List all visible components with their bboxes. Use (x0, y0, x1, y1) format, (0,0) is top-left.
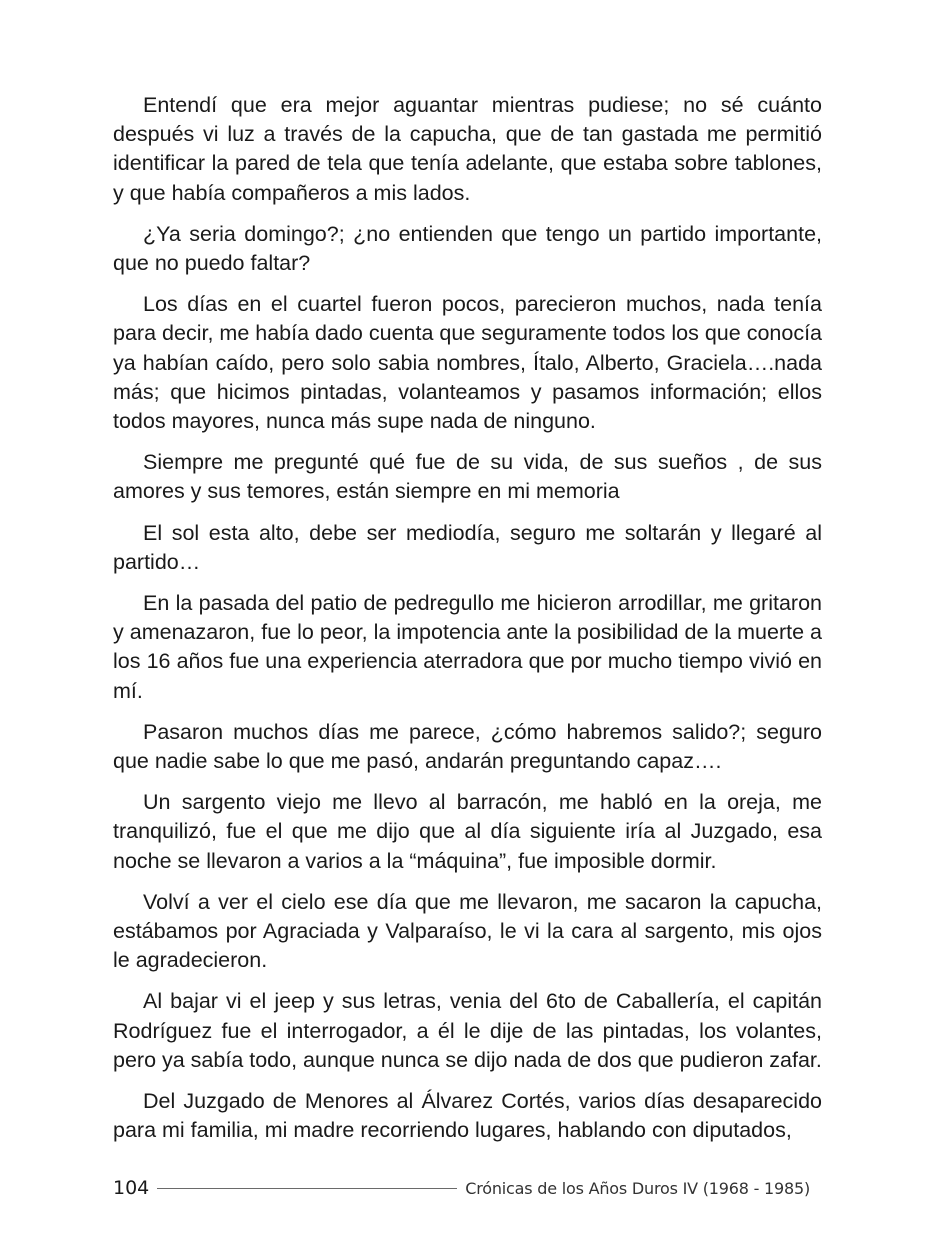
paragraph-10: Al bajar vi el jeep y sus letras, venia del 6to de Caballería, el capitán Rodríguez fue el interrogador, a él le dije de las pintadas, los volantes, pero ya sabía todo, aunque nunca se dijo nada de dos que pudieron zafar. (113, 989, 822, 1072)
paragraph-9: Volví a ver el cielo ese día que me llevaron, me sacaron la capucha, estábamos por Agraciada y Valparaíso, le vi la cara al sargento, mis ojos le agradecieron. (113, 889, 822, 973)
paragraph-11: Del Juzgado de Menores al Álvarez Cortés, varios días desaparecido para mi familia, mi madre recorriendo lugares, hablando con diputados, (113, 1089, 822, 1143)
paragraph-4: Siempre me pregunté qué fue de su vida, de sus sueños , de sus amores y sus temores, están siempre en mi memoria (113, 450, 822, 504)
paragraph-7: Pasaron muchos días me parece, ¿cómo habremos salido?; seguro que nadie sabe lo que me pasó, andarán preguntando capaz…. (113, 719, 822, 774)
paragraph-1: Entendí que era mejor aguantar mientras pudiese; no sé cuánto después vi luz a través de la capucha, que de tan gastada me permitió identificar la pared de tela que tenía adelante, que estaba sobre tablones, y que había compañeros a mis lados. (113, 93, 822, 205)
paragraph-2: ¿Ya seria domingo?; ¿no entienden que tengo un partido importante, que no puedo faltar? (113, 221, 822, 276)
page-footer (113, 1175, 822, 1201)
paragraph-8: Un sargento viejo me llevo al barracón, me habló en la oreja, me tranquilizó, fue el que me dijo que al día siguiente iría al Juzgado, esa noche se llevaron a varios a la “máquina”, fue imposible dormir. (113, 790, 822, 873)
paragraph-6: En la pasada del patio de pedregullo me hicieron arrodillar, me gritaron y amenazaron, fue lo peor, la impotencia ante la posibilidad de la muerte a los 16 años fue una experiencia aterradora que por mucho tiempo vivió en mí. (113, 591, 822, 703)
paragraph-5: El sol esta alto, debe ser mediodía, seguro me soltarán y llegaré al partido… (113, 520, 822, 574)
footer-divider (157, 1188, 457, 1189)
paragraph-3: Los días en el cuartel fueron pocos, parecieron muchos, nada tenía para decir, me había dado cuenta que seguramente todos los que conocía ya habían caído, pero solo sabia nombres, Ítalo, Alberto, Graciela….nada más; que hicimos pintadas, volanteamos y pasamos información; ellos todos mayores, nunca más supe nada de ninguno. (113, 292, 822, 434)
page-number: 104 (113, 1177, 150, 1199)
running-title: Crónicas de los Años Duros IV (1968 - 1985) (465, 1178, 811, 1198)
body-text (113, 91, 822, 1158)
